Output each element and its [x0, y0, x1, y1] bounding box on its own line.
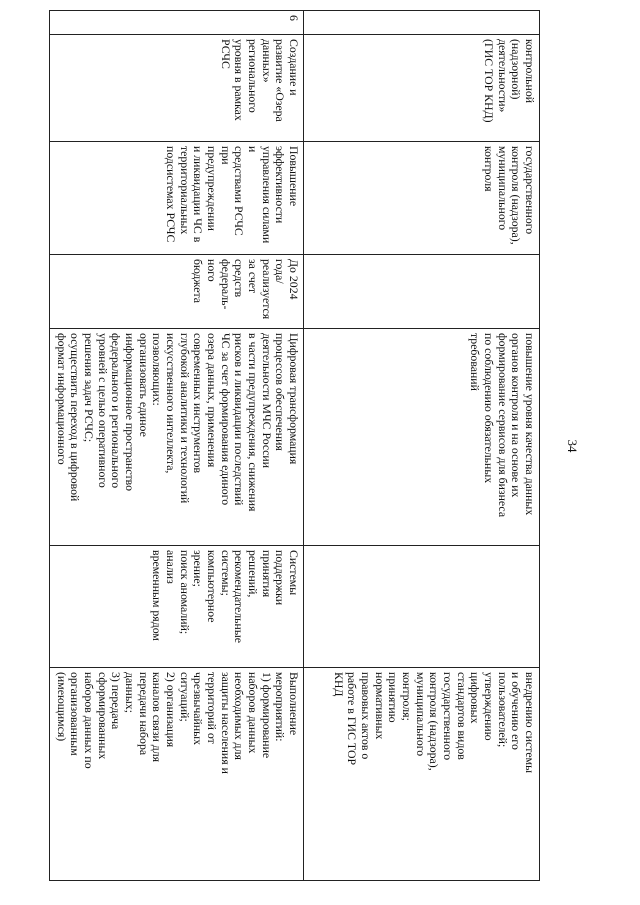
cell-goal: Повышение эффективности управления силами и средствами РСЧС при предупреждении и ликвидации ЧС в территориальных подсистемах РСЧС [50, 142, 304, 255]
table-row [50, 11, 304, 881]
cell-technologies: Системы поддержки принятия решений, рекомендательные системы; компьютерное зрение; поиск аномалий; анализ временным рядом [50, 546, 304, 668]
table-row [304, 11, 540, 881]
rotated-table-wrapper [50, 10, 540, 880]
cell-number [304, 11, 540, 35]
cell-measures: Выполнение мероприятий: 1) формирование наборов данных необходимых для защиты населения и территорий от чрезвычайных ситуаций; 2) организация каналов связи для передачи набора данных; 3) передача сформированных наборов данных по организованным (имеющимся) [50, 668, 304, 881]
cell-name: Создание и развитие «Озера данных» регионального уровня в рамках РСЧС [50, 35, 304, 142]
cell-deadline [304, 255, 540, 329]
cell-technologies [304, 546, 540, 668]
cell-name: контрольной (надзорной) деятельности» (ГИС ТОР КНД) [304, 35, 540, 142]
measures-table [49, 10, 540, 881]
cell-effects: Цифровая трансформация процессов обеспечения деятельности МЧС России в части предупреждения, снижения рисков и ликвидации последствий ЧС за счет формирования единого озера данных, применения современных инструментов глубокой аналитики и технологий искусственного интеллекта, позволяющих: организовать единое информационное пространство федерального и регионального уровней с целью оперативного решения задач РСЧС; осуществить переход в цифровой формат информационного [50, 329, 304, 546]
cell-goal: государственного контроля (надзора), муниципального контроля [304, 142, 540, 255]
cell-measures: внедрению системы и обучению его пользователей; утверждению цифровых стандартов видов государственного контроля (надзора), муниципального контроля; принятию нормативных правовых актов о работе в ГИС ТОР КНД [304, 668, 540, 881]
cell-number: 6 [50, 11, 304, 35]
page-number: 34 [565, 439, 580, 453]
cell-deadline: До 2024 года/ реализуется за счет средств федераль- ного бюджета [50, 255, 304, 329]
cell-effects: повышение уровня качества данных органов контроля и на основе их формирование сервисов для бизнеса по соблюдению обязательных требований [304, 329, 540, 546]
